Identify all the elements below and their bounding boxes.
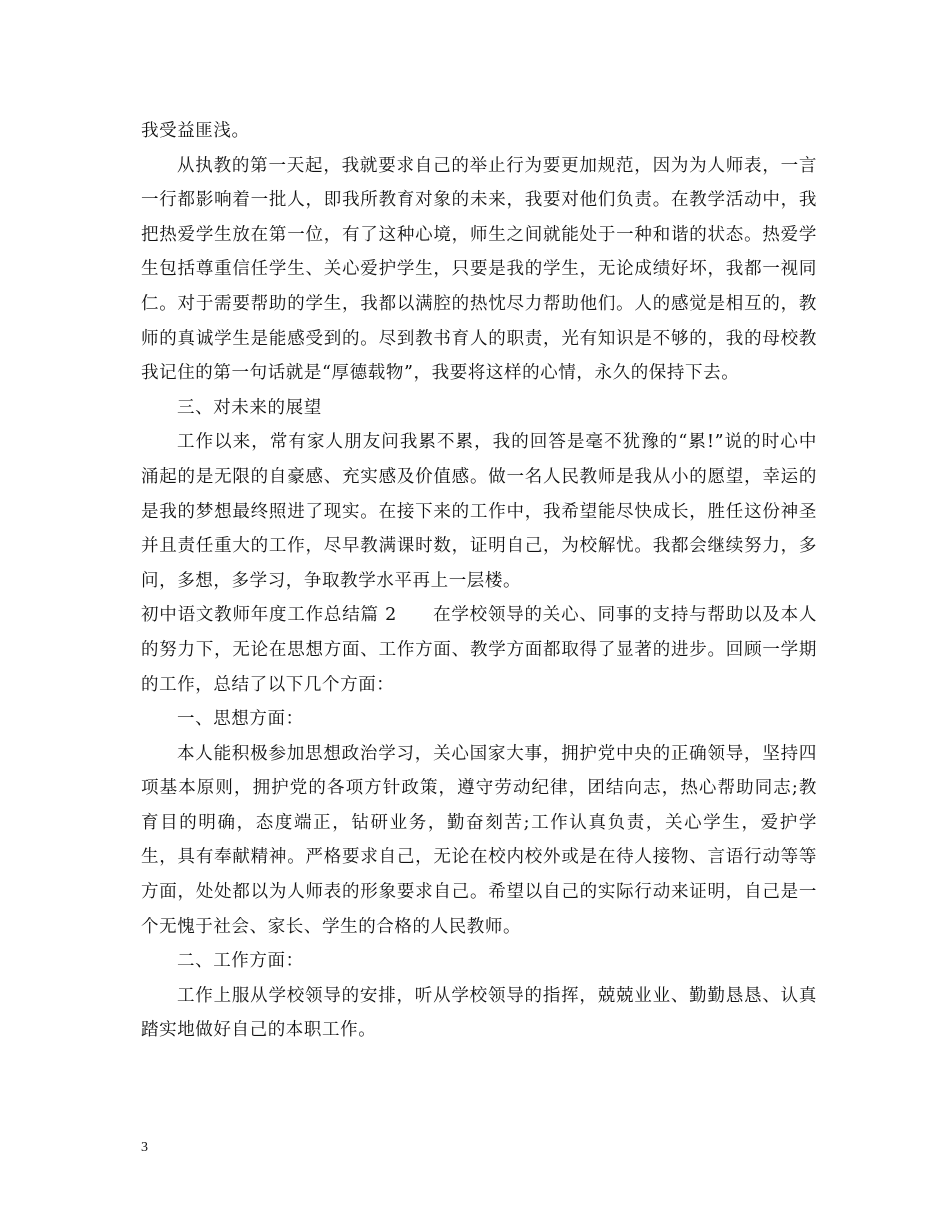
document-body [141, 114, 817, 1048]
paragraph-continuation: 我受益匪浅。 [141, 121, 250, 141]
section-2-title: 初中语文教师年度工作总结篇 2 [141, 605, 397, 626]
section-2-lead: 在学校领导的关心、同事的支持与帮助以及本人的努力下，无论在思想方面、工作方面、教学方面都取得了显著的进步。回顾一学期的工作，总结了以下几个方面： [141, 605, 817, 695]
paragraph-teaching-conduct: 从执教的第一天起，我就要求自己的举止行为要更加规范，因为为人师表，一言一行都影响着一批人，即我所教育对象的未来，我要对他们负责。在教学活动中，我把热爱学生放在第一位，有了这种心境，师生之间就能处于一种和谐的状态。热爱学生包括尊重信任学生、关心爱护学生，只要是我的学生，无论成绩好坏，我都一视同仁。对于需要帮助的学生，我都以满腔的热忱尽力帮助他们。人的感觉是相互的，教师的真诚学生是能感受到的。尽到教书育人的职责，光有知识是不够的，我的母校教我记住的第一句话就是“厚德载物”，我要将这样的心情，永久的保持下去。 [141, 155, 817, 384]
paragraph-work: 工作上服从学校领导的安排，听从学校领导的指挥，兢兢业业、勤勤恳恳、认真踏实地做好自己的本职工作。 [141, 985, 817, 1041]
paragraph-section-2-intro [141, 598, 817, 702]
section-heading-work: 二、工作方面： [177, 951, 304, 972]
page-number: 3 [141, 1140, 148, 1155]
paragraph-future-outlook: 工作以来，常有家人朋友问我累不累，我的回答是毫不犹豫的“累!”说的时心中涌起的是无限的自豪感、充实感及价值感。做一名人民教师是我从小的愿望，幸运的是我的梦想最终照进了现实。在接下来的工作中，我希望能尽快成长，胜任这份神圣并且责任重大的工作，尽早教满课时数，证明自己，为校解忧。我都会继续努力，多问，多想，多学习，争取教学水平再上一层楼。 [141, 432, 817, 591]
section-heading-future-outlook: 三、对未来的展望 [177, 397, 322, 418]
section-heading-ideology: 一、思想方面： [177, 709, 304, 730]
paragraph-ideology: 本人能积极参加思想政治学习，关心国家大事，拥护党中央的正确领导，坚持四项基本原则，拥护党的各项方针政策，遵守劳动纪律，团结向志，热心帮助同志;教育目的明确，态度端正，钻研业务，勤奋刻苦;工作认真负责，关心学生，爱护学生，具有奉献精神。严格要求自己，无论在校内校外或是在待人接物、言语行动等等方面，处处都以为人师表的形象要求自己。希望以自己的实际行动来证明，自己是一个无愧于社会、家长、学生的合格的人民教师。 [141, 743, 817, 937]
